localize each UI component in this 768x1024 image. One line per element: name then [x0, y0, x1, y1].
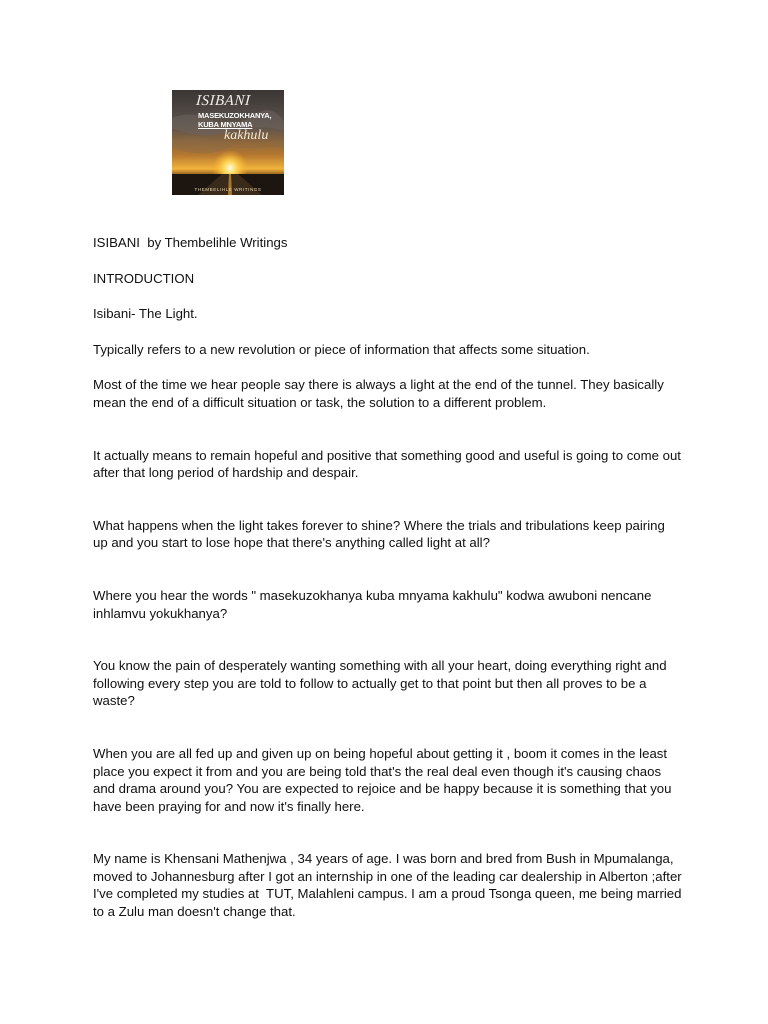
- paragraph-2: Typically refers to a new revolution or piece of information that affects some situation.: [93, 341, 590, 357]
- document-body: [93, 234, 686, 921]
- paragraph-4: It actually means to remain hopeful and positive that something good and useful is going to come out after that long period of hardship and despair.: [93, 447, 685, 481]
- cover-subtitle-line2: KUBA MNYAMA: [198, 120, 253, 129]
- cover-title: ISIBANI: [195, 93, 251, 109]
- cover-subtitle-script: kakhulu: [224, 128, 269, 143]
- paragraph-6: Where you hear the words " masekuzokhanya kuba mnyama kakhulu" kodwa awuboni nencane inhlamvu yokukhanya?: [93, 587, 656, 621]
- paragraph-8: When you are all fed up and given up on being hopeful about getting it , boom it comes in the least place you expect it from and you are being told that's the real deal even though it's causing chaos and drama around you? You are expected to rejoice and be happy because it is something that you have been praying for and now it's finally here.: [93, 745, 676, 814]
- paragraph-7: You know the pain of desperately wanting something with all your heart, doing everything right and following every step you are told to follow to actually get to that point but then all proves to be a waste?: [93, 658, 671, 709]
- cover-author: THEMBELIHLE WRITINGS: [194, 187, 262, 192]
- section-heading: INTRODUCTION: [93, 270, 195, 286]
- book-cover-image: [172, 90, 284, 195]
- paragraph-1: Isibani- The Light.: [93, 306, 198, 322]
- paragraph-3: Most of the time we hear people say there is always a light at the end of the tunnel. They basically mean the end of a difficult situation or task, the solution to a different problem.: [93, 377, 668, 410]
- document-heading: ISIBANI by Thembelihle Writings: [93, 235, 288, 250]
- paragraph-9: My name is Khensani Mathenjwa , 34 years of age. I was born and bred from Bush in Mpumalanga, moved to Johannesburg after I got an internship in one of the leading car dealership in Alberton ;after I've completed my studies at TUT, Malahleni campus. I am a proud Tsonga queen, me being married to a Zulu man doesn't change that.: [93, 851, 686, 920]
- paragraph-5: What happens when the light takes forever to shine? Where the trials and tribulations keep pairing up and you start to lose hope that there's anything called light at all?: [93, 517, 669, 551]
- cover-subtitle-line1: MASEKUZOKHANYA,: [198, 111, 272, 120]
